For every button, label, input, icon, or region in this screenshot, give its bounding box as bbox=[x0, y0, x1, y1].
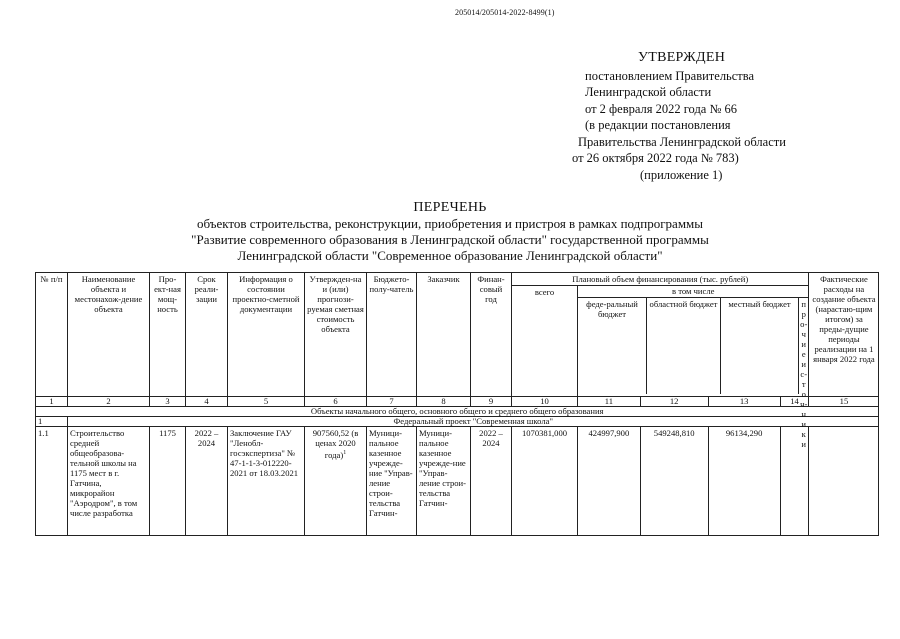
col-number: 6 bbox=[305, 397, 367, 407]
subsection-num: 1 bbox=[36, 417, 68, 427]
col-number: 13 bbox=[708, 397, 780, 407]
col-number: 15 bbox=[809, 397, 879, 407]
row-cost-footnote: 1 bbox=[343, 450, 347, 456]
header-actual: Фактические расходы на создание объекта (нарастаю-щим итогом) за преды-дущие периоды реализации на 1 января 2022 года bbox=[809, 273, 879, 397]
header-other: про-чие ис-точ-ники bbox=[800, 299, 808, 449]
subsection-title: Федеральный проект "Современная школа" bbox=[68, 417, 879, 427]
col-number: 5 bbox=[228, 397, 305, 407]
row-capacity: 1175 bbox=[150, 427, 186, 536]
row-regional: 549248,810 bbox=[640, 427, 708, 536]
row-cost-cell bbox=[305, 427, 367, 536]
row-term: 2022 – 2024 bbox=[186, 427, 228, 536]
header-capacity: Про-ект-ная мощ-ность bbox=[150, 273, 186, 397]
header-num: № п/п bbox=[36, 273, 68, 397]
title-line: Ленинградской области "Современное образование Ленинградской области" bbox=[237, 248, 663, 263]
table-row bbox=[36, 427, 879, 536]
header-regional: областной бюджет bbox=[647, 298, 721, 394]
row-recipient: Муници-пальное казенное учрежде-ние "Управ-ление строи-тельства Гатчин- bbox=[367, 427, 417, 536]
approval-line: Правительства Ленинградской области bbox=[578, 134, 786, 149]
header-name: Наименование объекта и местонахож-дение объекта bbox=[68, 273, 150, 397]
col-number: 12 bbox=[640, 397, 708, 407]
col-number: 14 bbox=[780, 397, 809, 407]
row-cost: 907560,52 (в ценах 2020 года) bbox=[312, 428, 359, 460]
objects-table bbox=[35, 272, 879, 536]
approval-line: постановлением Правительства bbox=[585, 68, 755, 83]
col-number: 10 bbox=[512, 397, 578, 407]
row-design-info: Заключение ГАУ "Ленобл-госэкспертиза" № 47-1-1-3-012220-2021 от 18.03.2021 bbox=[228, 427, 305, 536]
row-fin-year: 2022 – 2024 bbox=[471, 427, 512, 536]
approval-line: Ленинградской области bbox=[585, 85, 712, 99]
approval-line: (в редакции постановления bbox=[585, 118, 731, 132]
approval-line: от 26 октября 2022 года № 783) bbox=[572, 151, 739, 165]
col-number: 8 bbox=[417, 397, 471, 407]
col-number: 7 bbox=[367, 397, 417, 407]
title-heading: ПЕРЕЧЕНЬ bbox=[413, 200, 487, 215]
approval-block bbox=[570, 50, 890, 183]
header-customer: Заказчик bbox=[417, 273, 471, 397]
title-line: объектов строительства, реконструкции, приобретения и пристроя в рамках подпрограммы bbox=[196, 216, 704, 231]
document-id: 205014/205014-2022-8499(1) bbox=[455, 8, 555, 17]
col-number: 11 bbox=[578, 397, 641, 407]
header-plan-group: Плановый объем финансирования (тыс. рублей) bbox=[512, 273, 809, 286]
column-numbers-row bbox=[36, 397, 879, 407]
col-number: 1 bbox=[36, 397, 68, 407]
row-total: 1070381,000 bbox=[512, 427, 578, 536]
col-number: 3 bbox=[150, 397, 186, 407]
row-actual bbox=[809, 427, 879, 536]
header-local: местный бюджет bbox=[721, 298, 799, 394]
col-number: 4 bbox=[186, 397, 228, 407]
header-fin-year: Финан-совый год bbox=[471, 273, 512, 397]
row-customer: Муници-пальное казенное учрежде-ние "Управ-ление строи-тельства Гатчин- bbox=[417, 427, 471, 536]
header-incl: в том числе bbox=[578, 286, 808, 298]
col-number: 2 bbox=[68, 397, 150, 407]
header-total: всего bbox=[512, 286, 578, 397]
row-local: 96134,290 bbox=[708, 427, 780, 536]
header-cost: Утвержден-на и (или) прогнози-руемая сметная стоимость объекта bbox=[305, 273, 367, 397]
row-name: Строительство средней общеобразова-тельной школы на 1175 мест в г. Гатчина, микрорайон "Аэродром", в том числе разработка bbox=[68, 427, 150, 536]
approval-line: от 2 февраля 2022 года № 66 bbox=[585, 101, 738, 116]
row-federal: 424997,900 bbox=[578, 427, 641, 536]
header-federal: феде-ральный бюджет bbox=[578, 298, 647, 394]
title-line: "Развитие современного образования в Ленинградской области" государственной программы bbox=[191, 232, 709, 247]
section-title: Объекты начального общего, основного общего и среднего общего образования bbox=[36, 407, 879, 417]
approval-appendix-note: (приложение 1) bbox=[640, 167, 723, 182]
row-num: 1.1 bbox=[36, 427, 68, 536]
header-design-info: Информация о состоянии проектно-сметной документации bbox=[228, 273, 305, 397]
header-term: Срок реали-зации bbox=[186, 273, 228, 397]
approval-heading: УТВЕРЖДЕН bbox=[638, 50, 726, 65]
document-title bbox=[140, 200, 760, 264]
header-recipient: Бюджето-полу-чатель bbox=[367, 273, 417, 397]
col-number: 9 bbox=[471, 397, 512, 407]
